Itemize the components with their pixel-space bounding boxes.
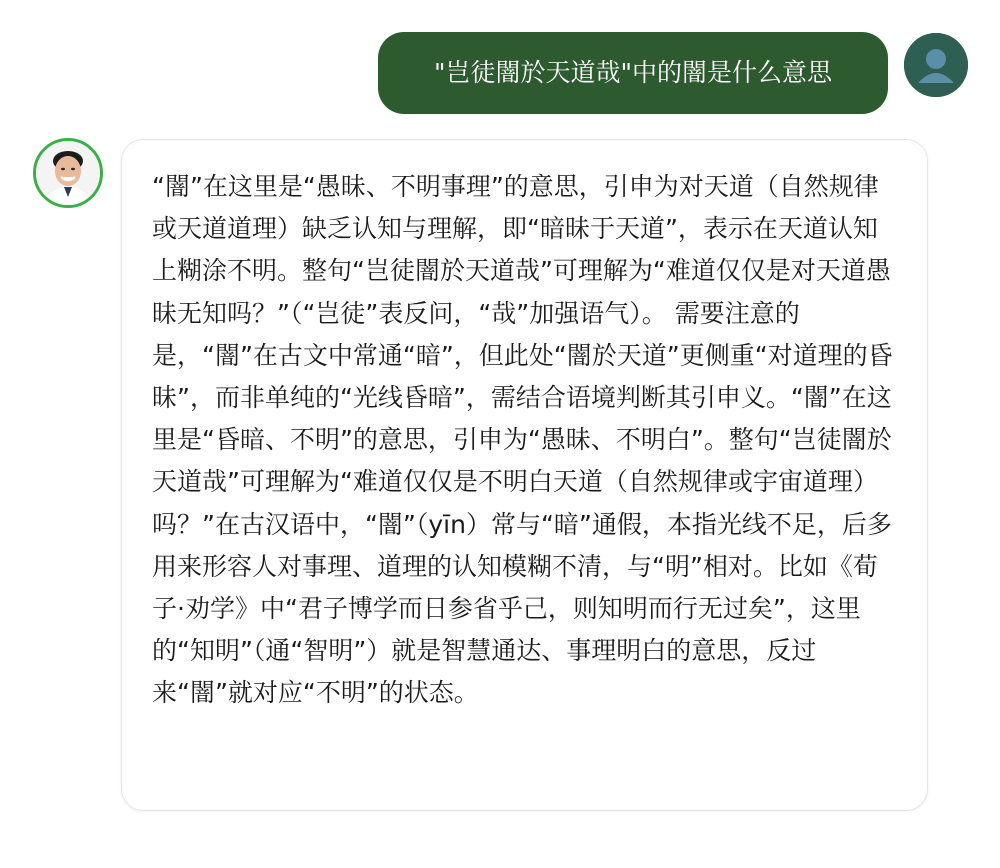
user-message-text: "岂徒闇於天道哉"中的闇是什么意思: [434, 58, 832, 87]
user-avatar-icon: [904, 33, 968, 97]
user-message-bubble: [378, 32, 888, 114]
assistant-avatar[interactable]: [33, 138, 103, 208]
user-avatar[interactable]: [904, 33, 968, 97]
assistant-avatar-icon: [36, 141, 100, 205]
assistant-message-text: “闇”在这里是“愚昧、不明事理”的意思，引申为对天道（自然规律或天道道理）缺乏认知与理解，即“暗昧于天道”，表示在天道认知上糊涂不明。整句“岂徒闇於天道哉”可理解为“难道仅仅是对天道愚昧无知吗？”（“岂徒”表反问，“哉”加强语气）。 需要注意的是，“闇”在古文中常通“暗”，但此处“闇於天道”更侧重“对道理的昏昧”，而非单纯的“光线昏暗”，需结合语境判断其引申义。“闇”在这里是“昏暗、不明”的意思，引申为“愚昧、不明白”。整句“岂徒闇於天道哉”可理解为“难道仅仅是不明白天道（自然规律或宇宙道理）吗？”在古汉语中，“闇”（yīn）常与“暗”通假，本指光线不足，后多用来形容人对事理、道理的认知模糊不清，与“明”相对。比如《荀子·劝学》中“君子博学而日参省乎己，则知明而行无过矣”，这里的“知明”（通“智明”）就是智慧通达、事理明白的意思，反过来“闇”就对应“不明”的状态。: [152, 172, 893, 708]
assistant-message-bubble: [121, 139, 928, 811]
